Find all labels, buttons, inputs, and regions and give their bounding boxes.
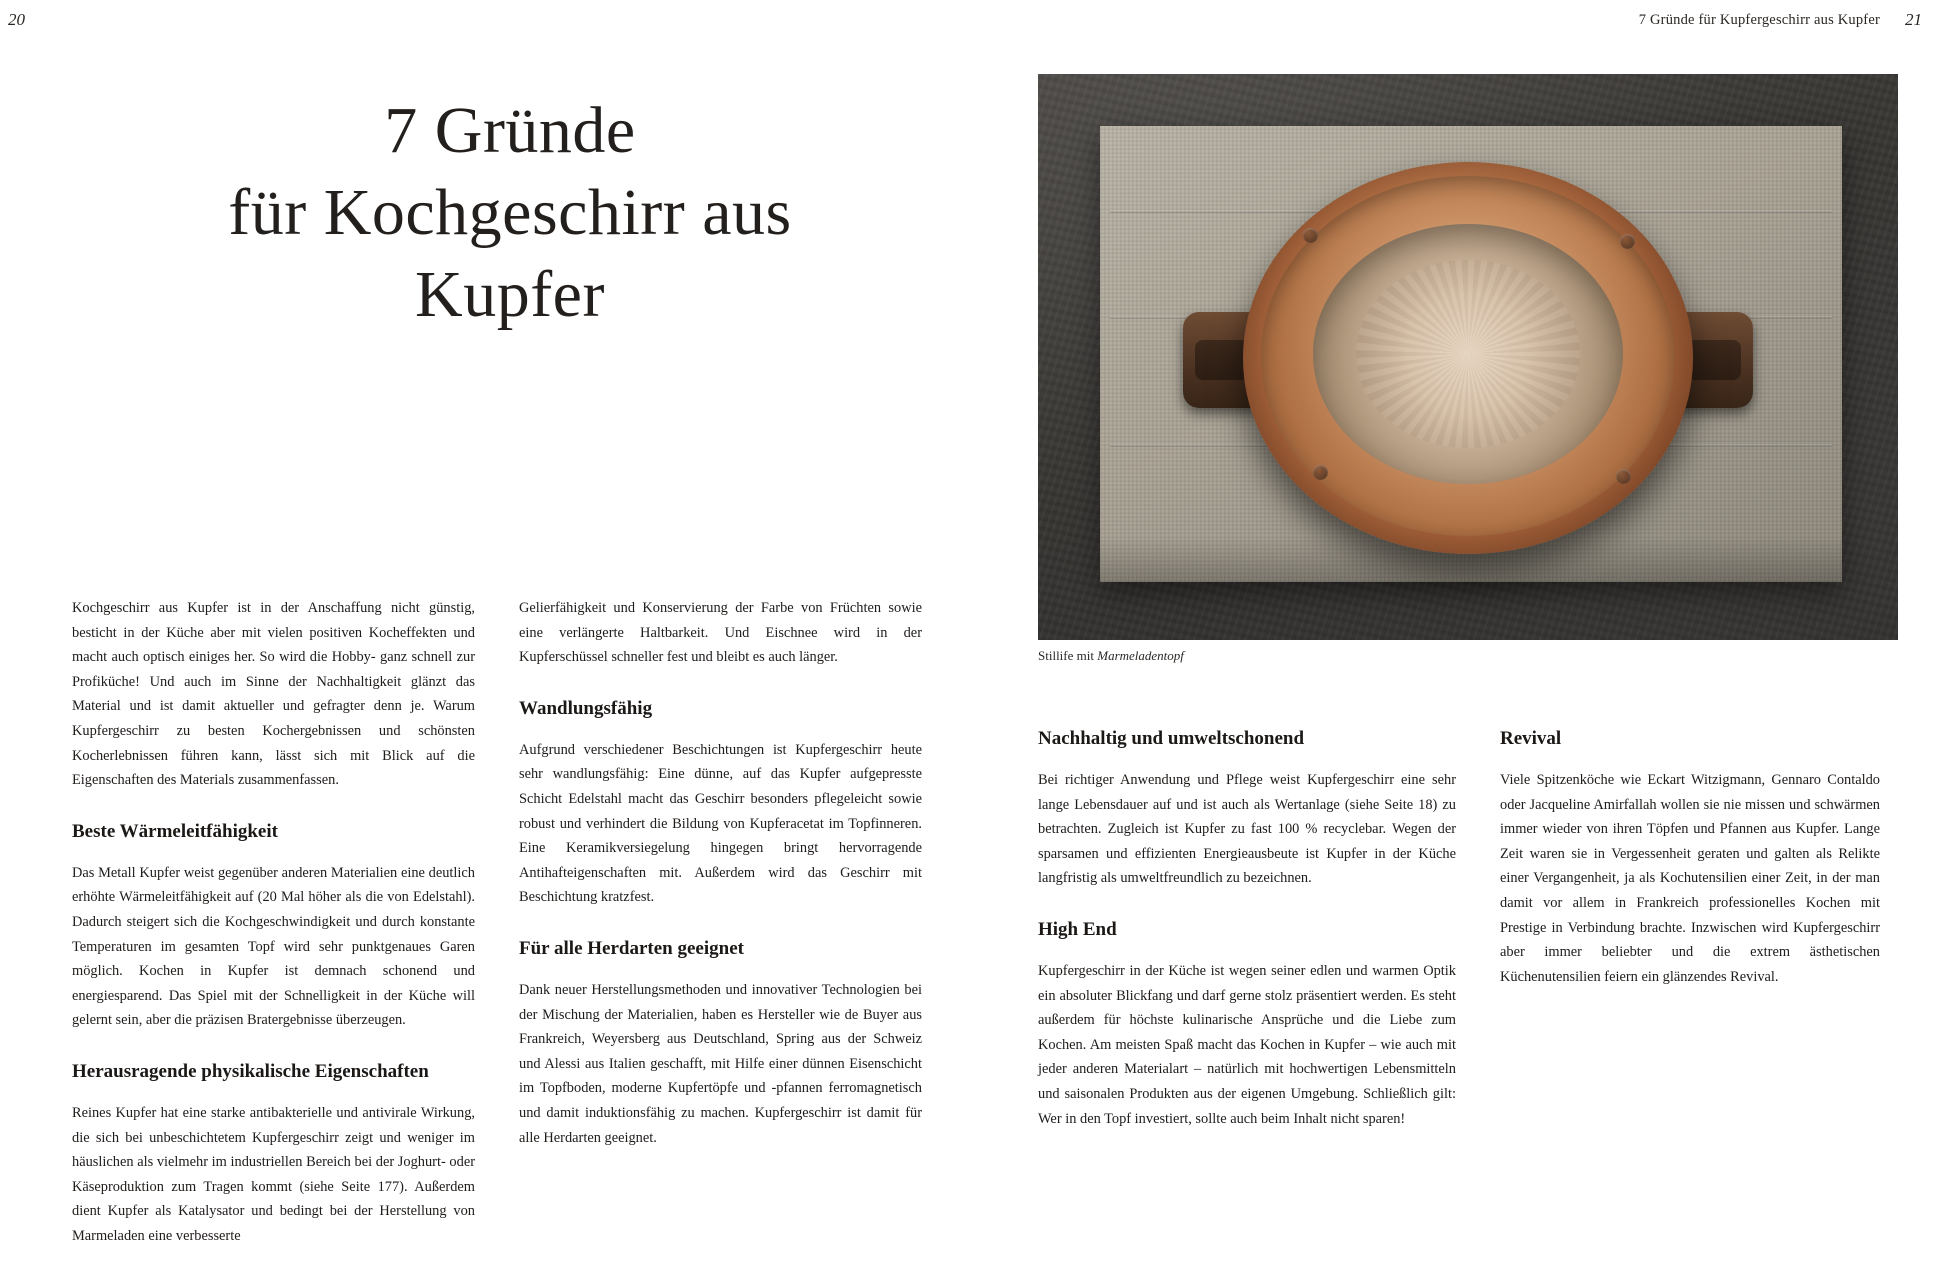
left-column-1 (72, 596, 475, 1270)
paragraph-waermeleitfaehigkeit: Das Metall Kupfer weist gegenüber anderen Materialien eine deutlich erhöhte Wärmeleitfähigkeit auf (20 Mal höher als die von Edelstahl). Dadurch steigert sich die Kochgeschwindigkeit und durch konstante Temperaturen im gesamten Topf wird sehr punktgenaues Garen möglich. Kochen in Kupfer ist demnach schonend und energiesparend. Das Spiel mit der Schnelligkeit in der Küche will gelernt sein, aber die präzisen Bratergebnisse überzeugen. (72, 864, 475, 1029)
heading-revival: Revival (1500, 728, 1562, 749)
heading-wandlungsfaehig: Wandlungsfähig (519, 697, 653, 719)
photo-figure (1038, 74, 1898, 640)
title-line-3: Kupfer (415, 258, 605, 331)
paragraph-gelierfaehigkeit: Gelierfähigkeit und Konservierung der Farbe von Früchten sowie eine verlängerte Haltbarkeit. Und Eischnee wird in der Kupferschüssel schneller fest und bleibt es auch länger. (519, 600, 922, 666)
right-column-2 (1500, 700, 1880, 1153)
paragraph-nachhaltig: Bei richtiger Anwendung und Pflege weist Kupfergeschirr eine sehr lange Lebensdauer auf und ist auch als Wertanlage (siehe Seite 18) zu betrachten. Zugleich ist Kupfer zu fast 100 % recyclebar. Wegen der sparsamen und effizienten Energieausbeute ist Kupfer in der Küche langfristig als umweltfreundlich zu bezeichnen. (1038, 772, 1456, 887)
copper-pot-photo (1038, 74, 1898, 640)
page-title (100, 90, 920, 336)
caption-title: Marmeladentopf (1097, 648, 1184, 663)
paragraph-wandlungsfaehig: Aufgrund verschiedener Beschichtungen ist Kupfergeschirr heute sehr wandlungsfähig: Eine dünne, auf das Kupfer aufgepresste Schicht Edelstahl macht das Geschirr besonders pflegeleicht sowie robust und verhindert die Bildung von Kupferacetat im Topfinneren. Eine Keramikversiegelung hingegen bringt hervorragende Antihafteigenschaften mit. Außerdem wird das Geschirr mit Beschichtung kratzfest. (519, 741, 922, 906)
intro-paragraph: Kochgeschirr aus Kupfer ist in der Anschaffung nicht günstig, besticht in der Küche aber mit vielen positiven Kocheffekten und macht auch optisch einiges her. So wird die Hobby- ganz schnell zur Profiküche! Und auch im Sinne der Nachhaltigkeit glänzt das Material und ist damit aktueller und gefragter denn je. Warum Kupfergeschirr zu besten Kochergebnissen und schönsten Kocherlebnissen führen kann, lässt sich mit Blick auf die Eigenschaften des Materials zusammenfassen. (72, 600, 475, 789)
heading-beste-waermeleitfaehigkeit: Beste Wärmeleitfähigkeit (72, 820, 278, 842)
pot-body (1243, 162, 1693, 554)
right-page (1010, 0, 1940, 1208)
right-column-1 (1038, 700, 1456, 1153)
paragraph-revival: Viele Spitzenköche wie Eckart Witzigmann, Gennaro Contaldo oder Jacqueline Amirfallah wollen sie nie missen und schwärmen immer wieder von ihren Töpfen und Pfannen aus Kupfer. Lange Zeit waren sie in Vergessenheit geraten und galten als Relikte einer Vergangenheit, ja als Kochutensilien einer Zeit, in der man damit vor allem in Frankreich professionelles Kochen mit Prestige in Verbindung brachte. Inzwischen wird Kupfergeschirr aber immer beliebter und die extrem ästhetischen Küchenutensilien feiern ein glänzendes Revival. (1500, 772, 1880, 985)
heading-physikalische-eigenschaften: Herausragende physikalische Eigenschaften (72, 1060, 429, 1082)
paragraph-high-end: Kupfergeschirr in der Küche ist wegen seiner edlen und warmen Optik ein absoluter Blickfang und darf gerne stolz präsentiert werden. Es steht außerdem für höchste kulinarische Ansprüche und die Liebe zum Kochen. Am meisten Spaß macht das Kochen in Kupfer – wie auch mit jeder anderen Materialart – natürlich mit hochwertigen Lebensmitteln und saisonalen Produkten aus der eigenen Umgebung. Schließlich gilt: Wer in den Topf investiert, sollte auch beim Inhalt nicht sparen! (1038, 962, 1456, 1127)
caption-prefix: Stillife mit (1038, 648, 1098, 663)
paragraph-physikalische-eigenschaften: Reines Kupfer hat eine starke antibakterielle und antivirale Wirkung, die sich bei unbeschichtetem Kupfergeschirr zeigt und weniger im häuslichen als vielmehr im industriellen Bereich bei der Joghurt- oder Käseproduktion zum Tragen kommt (siehe Seite 177). Außerdem dient Kupfer als Katalysator und bedingt bei der Herstellung von Marmeladen eine verbesserte (72, 1104, 475, 1244)
heading-high-end: High End (1038, 918, 1117, 940)
paragraph-herdarten: Dank neuer Herstellungsmethoden und innovativer Technologien bei der Mischung der Materialien, haben es Hersteller wie de Buyer aus Frankreich, Weyersberg aus Deutschland, Spring aus der Schweiz und Alessi aus Italien geschafft, mit Hilfe einer dünnen Eisenschicht im Topfboden, moderne Kupfertöpfe und -pfannen ferromagnetisch und damit induktionsfähig zu machen. Kupfergeschirr ist damit für alle Herdarten geeignet. (519, 981, 922, 1146)
running-head: 7 Gründe für Kupfergeschirr aus Kupfer (1638, 12, 1880, 28)
photo-caption (1038, 648, 1184, 664)
folio-left: 20 (8, 10, 25, 29)
copper-pot (1243, 162, 1693, 554)
pot-interior (1313, 224, 1623, 484)
left-text-columns (72, 596, 922, 1270)
right-text-columns (1038, 700, 1918, 1153)
left-column-2 (519, 596, 922, 1270)
title-line-2: für Kochgeschirr aus (228, 176, 792, 249)
folio-right: 21 (1905, 10, 1922, 29)
heading-fuer-alle-herdarten: Für alle Herdarten geeignet (519, 937, 744, 959)
title-line-1: 7 Gründe (384, 94, 636, 167)
heading-nachhaltig-umweltschonend: Nachhaltig und umweltschonend (1038, 728, 1305, 749)
pot-rim (1261, 176, 1675, 536)
